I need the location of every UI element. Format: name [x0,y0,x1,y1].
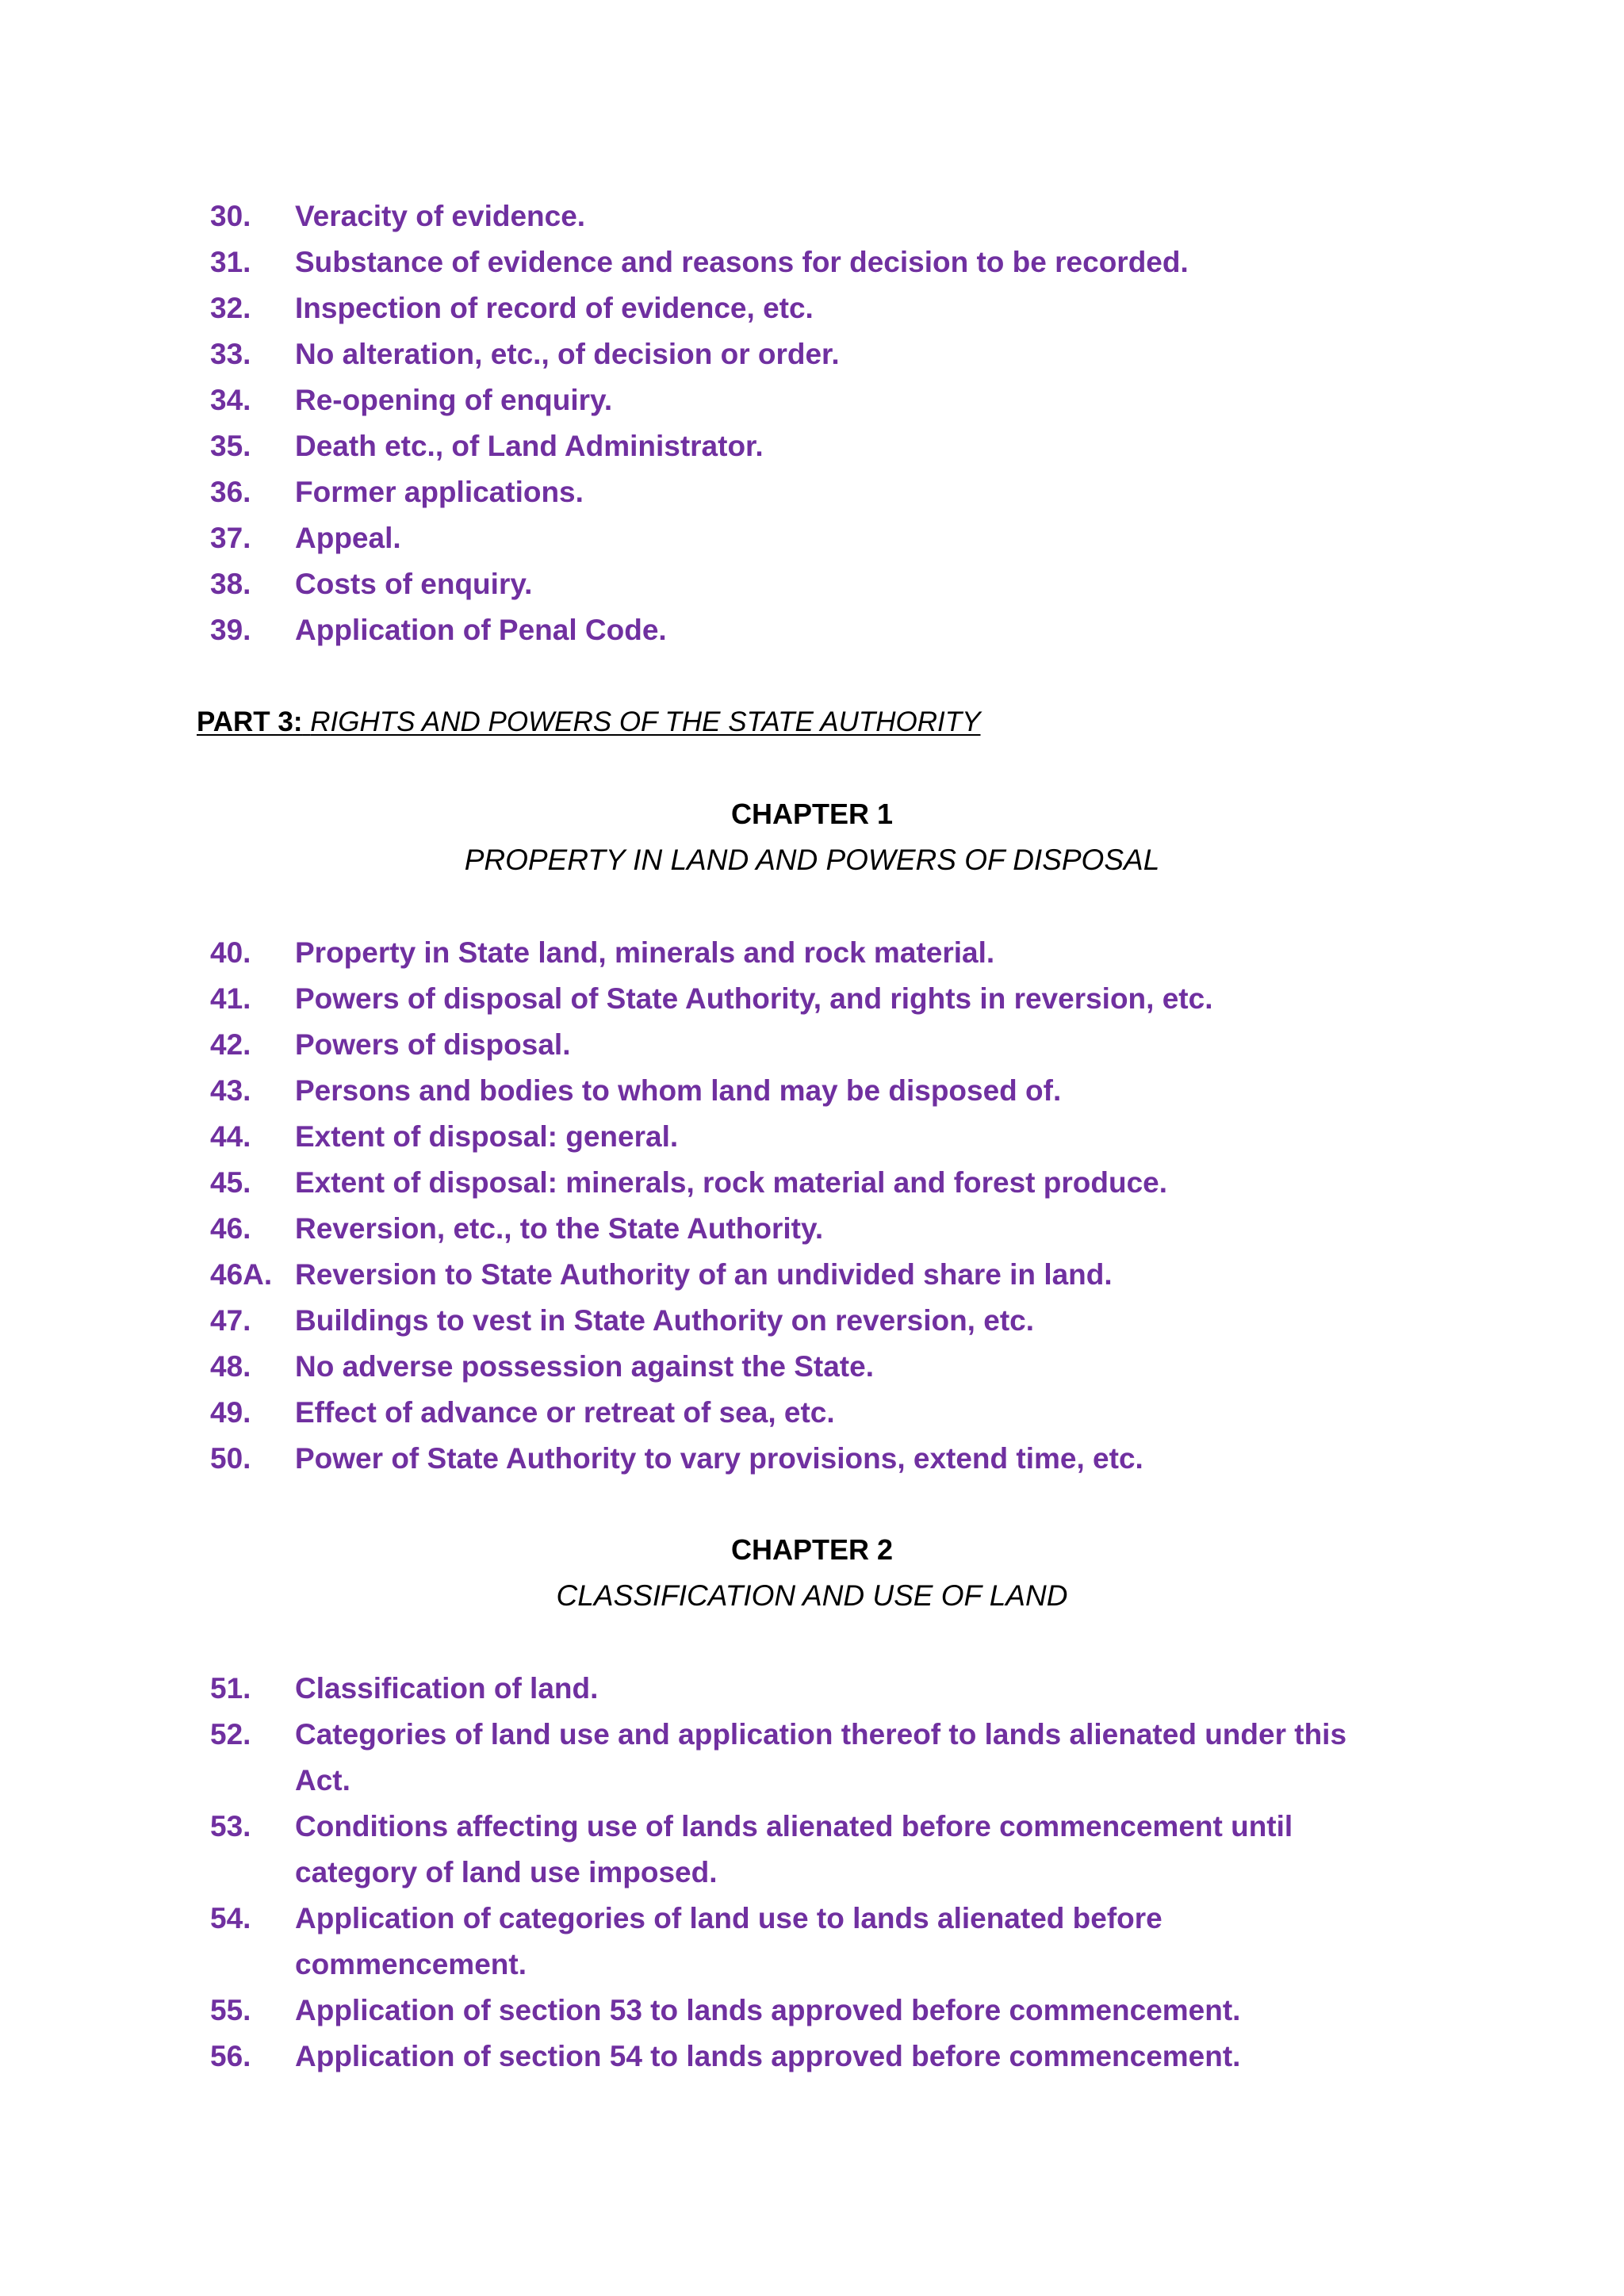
section-title: No adverse possession against the State. [295,1350,874,1383]
section-item-46 [210,1206,1400,1252]
section-item-42 [210,1022,1400,1068]
section-title: Application of section 53 to lands approved before commencement. [295,1994,1241,2026]
section-item-32 [210,285,1400,331]
section-number: 44. [210,1120,251,1153]
section-item-39 [210,607,1400,653]
section-list-30-39 [210,193,1400,653]
section-item-31 [210,239,1400,285]
section-item-47 [210,1298,1400,1344]
part-label: PART 3: [197,706,303,737]
section-number: 50. [210,1442,251,1475]
chapter-heading-2 [0,1527,1624,1619]
section-title: Persons and bodies to whom land may be disposed of. [295,1074,1062,1107]
section-number: 41. [210,982,251,1015]
section-list-51-56 [210,1666,1400,2080]
section-number: 40. [210,936,251,969]
section-number: 48. [210,1350,251,1383]
section-title: Former applications. [295,476,584,508]
section-title: Reversion, etc., to the State Authority. [295,1212,824,1245]
section-title: Conditions affecting use of lands alienated before commencement until category of land use imposed. [295,1810,1293,1888]
section-number: 35. [210,430,251,462]
section-title: Powers of disposal. [295,1028,571,1061]
section-number: 51. [210,1672,251,1705]
part-title: RIGHTS AND POWERS OF THE STATE AUTHORITY [310,706,981,737]
section-item-50 [210,1436,1400,1482]
section-number: 55. [210,1994,251,2026]
section-title: Extent of disposal: minerals, rock material and forest produce. [295,1166,1168,1199]
section-item-33 [210,331,1400,377]
section-number: 49. [210,1396,251,1429]
section-number: 43. [210,1074,251,1107]
section-number: 39. [210,614,251,646]
section-title: No alteration, etc., of decision or order. [295,338,840,370]
section-item-37 [210,515,1400,561]
section-number: 38. [210,568,251,600]
section-title: Application of categories of land use to lands alienated before commencement. [295,1902,1162,1980]
section-number: 45. [210,1166,251,1199]
section-title: Effect of advance or retreat of sea, etc. [295,1396,835,1429]
section-item-30 [210,193,1400,239]
section-number: 37. [210,522,251,554]
section-item-36 [210,469,1400,515]
section-title: Classification of land. [295,1672,599,1705]
section-number: 54. [210,1902,251,1934]
section-number: 30. [210,200,251,232]
section-list-40-50 [210,930,1400,1482]
chapter-title: CLASSIFICATION AND USE OF LAND [556,1579,1068,1612]
section-number: 52. [210,1718,251,1751]
chapter-label: CHAPTER 2 [730,1533,894,1566]
section-title: Property in State land, minerals and rock material. [295,936,995,969]
section-title: Veracity of evidence. [295,200,586,232]
section-number: 34. [210,384,251,416]
section-item-45 [210,1160,1400,1206]
section-number: 32. [210,292,251,324]
section-number: 36. [210,476,251,508]
section-item-52 [210,1712,1400,1804]
section-number: 46. [210,1212,251,1245]
section-title: Appeal. [295,522,401,554]
section-item-54 [210,1896,1400,1988]
section-number: 46A. [210,1258,273,1291]
section-title: Re-opening of enquiry. [295,384,613,416]
section-title: Buildings to vest in State Authority on reversion, etc. [295,1304,1034,1337]
section-title: Power of State Authority to vary provisions, extend time, etc. [295,1442,1143,1475]
section-number: 31. [210,246,251,278]
section-number: 47. [210,1304,251,1337]
section-item-49 [210,1390,1400,1436]
chapter-heading-1 [0,791,1624,883]
section-title: Death etc., of Land Administrator. [295,430,764,462]
section-item-56 [210,2034,1400,2080]
section-item-48 [210,1344,1400,1390]
section-item-46a [210,1252,1400,1298]
section-item-41 [210,976,1400,1022]
part-heading [197,699,981,745]
section-item-53 [210,1804,1400,1896]
section-item-35 [210,423,1400,469]
section-item-51 [210,1666,1400,1712]
section-number: 33. [210,338,251,370]
section-item-55 [210,1988,1400,2034]
section-title: Application of section 54 to lands approved before commencement. [295,2040,1241,2072]
section-number: 53. [210,1810,251,1843]
section-title: Application of Penal Code. [295,614,667,646]
section-title: Reversion to State Authority of an undivided share in land. [295,1258,1113,1291]
section-item-43 [210,1068,1400,1114]
section-number: 56. [210,2040,251,2072]
section-title: Substance of evidence and reasons for decision to be recorded. [295,246,1189,278]
section-item-44 [210,1114,1400,1160]
section-item-34 [210,377,1400,423]
section-title: Inspection of record of evidence, etc. [295,292,814,324]
section-title: Extent of disposal: general. [295,1120,679,1153]
section-title: Powers of disposal of State Authority, and rights in reversion, etc. [295,982,1213,1015]
chapter-title: PROPERTY IN LAND AND POWERS OF DISPOSAL [464,844,1160,876]
section-title: Categories of land use and application thereof to lands alienated under this Act. [295,1718,1347,1797]
section-item-38 [210,561,1400,607]
section-item-40 [210,930,1400,976]
chapter-label: CHAPTER 1 [730,798,894,830]
section-number: 42. [210,1028,251,1061]
section-title: Costs of enquiry. [295,568,533,600]
